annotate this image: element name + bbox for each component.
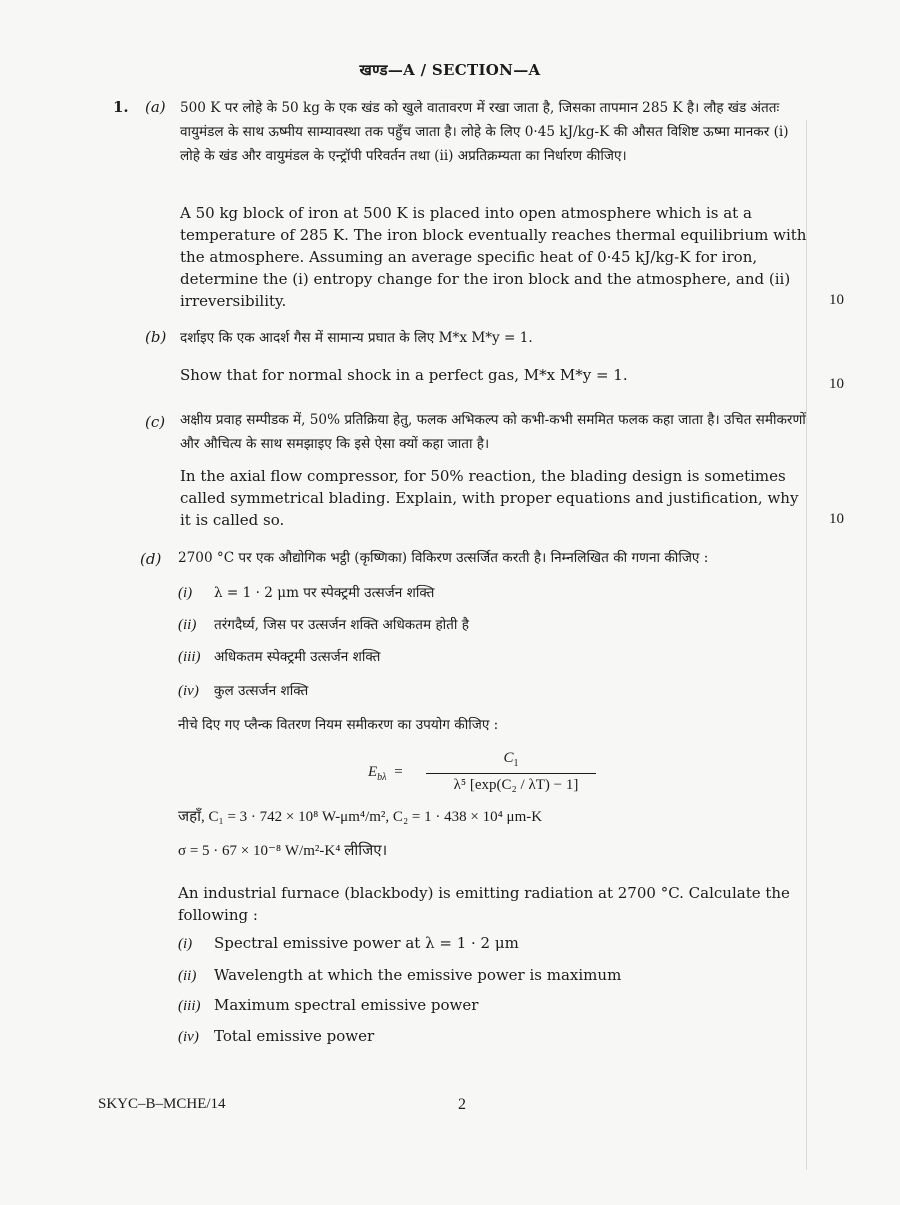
part-a-label: (a) [145, 98, 166, 116]
roman-numeral: (i) [178, 585, 193, 601]
question-number: 1. [113, 98, 129, 116]
part-c-hindi: अक्षीय प्रवाह सम्पीडक में, 50% प्रतिक्रिया हेतु, फलक अभिकल्प को कभी-कभी सममित फलक कहा जाता है। उचित समीकरणों और औचित्य के साथ समझाइए कि इसे ऐसा क्यों कहा जाता है। [180, 412, 806, 452]
constants-line-1: जहाँ, C₁ = 3 · 742 × 10⁸ W-μm⁴/m², C₂ = 1 · 438 × 10⁴ μm-K [178, 809, 543, 825]
paper-code: SKYC–B–MCHE/14 [98, 1096, 226, 1112]
item-text: Wavelength at which the emissive power is maximum [214, 966, 622, 984]
item-text: λ = 1 · 2 μm पर स्पेक्ट्रमी उत्सर्जन शक्ति [214, 585, 435, 601]
part-d-english-intro: An industrial furnace (blackbody) is emitting radiation at 2700 °C. Calculate the following : [178, 884, 790, 924]
roman-numeral: (i) [178, 936, 193, 952]
formula-denominator: λ⁵ [exp(C₂ / λT) − 1] [453, 777, 579, 793]
part-b-english: Show that for normal shock in a perfect gas, M*x M*y = 1. [180, 366, 628, 384]
section-heading: खण्ड—A / SECTION—A [359, 61, 541, 79]
part-b-hindi: दर्शाइए कि एक आदर्श गैस में सामान्य प्रघात के लिए M*x M*y = 1. [180, 330, 533, 346]
part-d-hindi-item-3 [178, 646, 380, 666]
item-text: Total emissive power [214, 1027, 375, 1045]
part-d-hindi-item-1 [178, 582, 434, 602]
part-d-hindi-intro: 2700 °C पर एक औद्योगिक भट्ठी (कृष्णिका) विकिरण उत्सर्जित करती है। निम्नलिखित की गणना कीजिए : [178, 550, 709, 566]
roman-numeral: (iii) [178, 998, 201, 1014]
part-b-marks: 10 [829, 376, 844, 392]
part-c-english: In the axial flow compressor, for 50% reaction, the blading design is sometimes called symmetrical blading. Explain, with proper equations and justification, why it is called so. [180, 467, 799, 529]
formula-fraction-bar [426, 773, 596, 774]
roman-numeral: (ii) [178, 617, 197, 633]
part-d-english-item-3 [178, 996, 478, 1015]
part-b-label: (b) [145, 328, 167, 346]
roman-numeral: (iii) [178, 649, 201, 665]
formula-numerator: $C_1$ [503, 750, 519, 769]
part-a-english: A 50 kg block of iron at 500 K is placed into open atmosphere which is at a temperature of 285 K. The iron block eventually reaches thermal equilibrium with the atmosphere. Assuming an average specific heat of 0·45 kJ/kg-K for iron, determine the (i) entropy change for the iron block and the atmosphere, and (ii) irreversibility. [180, 204, 807, 310]
part-a-hindi: 500 K पर लोहे के 50 kg के एक खंड को खुले वातावरण में रखा जाता है, जिसका तापमान 285 K है। लौह खंड अंततः वायुमंडल के साथ ऊष्मीय साम्यावस्था तक पहुँच जाता है। लोहे के लिए 0·45 kJ/kg-K की औसत विशिष्ट ऊष्मा मानकर (i) लोहे के खंड और वायुमंडल के एन्ट्रॉपी परिवर्तन तथा (ii) अप्रतिक्रम्यता का निर्धारण कीजिए। [180, 100, 789, 164]
page-number: 2 [458, 1096, 466, 1113]
part-d-hindi-item-2 [178, 614, 469, 634]
item-text: Maximum spectral emissive power [214, 996, 479, 1014]
formula-lhs: $E_{b\lambda}$ = [368, 764, 403, 783]
part-d-english-item-4 [178, 1027, 374, 1046]
roman-numeral: (iv) [178, 1029, 199, 1045]
item-text: तरंगदैर्घ्य, जिस पर उत्सर्जन शक्ति अधिकतम होती है [214, 617, 469, 633]
part-c-label: (c) [145, 413, 166, 431]
part-d-english-item-1 [178, 934, 519, 953]
item-text: कुल उत्सर्जन शक्ति [214, 683, 309, 699]
part-d-hindi-item-4 [178, 680, 308, 700]
part-a-marks: 10 [829, 292, 844, 308]
item-text: Spectral emissive power at λ = 1 · 2 μm [214, 934, 519, 952]
part-d-label: (d) [140, 550, 162, 568]
constants-line-2: σ = 5 · 67 × 10⁻⁸ W/m²-K⁴ लीजिए। [178, 843, 388, 859]
part-d-hindi-use: नीचे दिए गए प्लैन्क वितरण नियम समीकरण का उपयोग कीजिए : [178, 717, 499, 733]
part-c-marks: 10 [829, 511, 844, 527]
roman-numeral: (iv) [178, 683, 199, 699]
part-d-english-item-2 [178, 966, 621, 985]
planck-formula [368, 750, 608, 800]
roman-numeral: (ii) [178, 968, 197, 984]
item-text: अधिकतम स्पेक्ट्रमी उत्सर्जन शक्ति [214, 649, 381, 665]
